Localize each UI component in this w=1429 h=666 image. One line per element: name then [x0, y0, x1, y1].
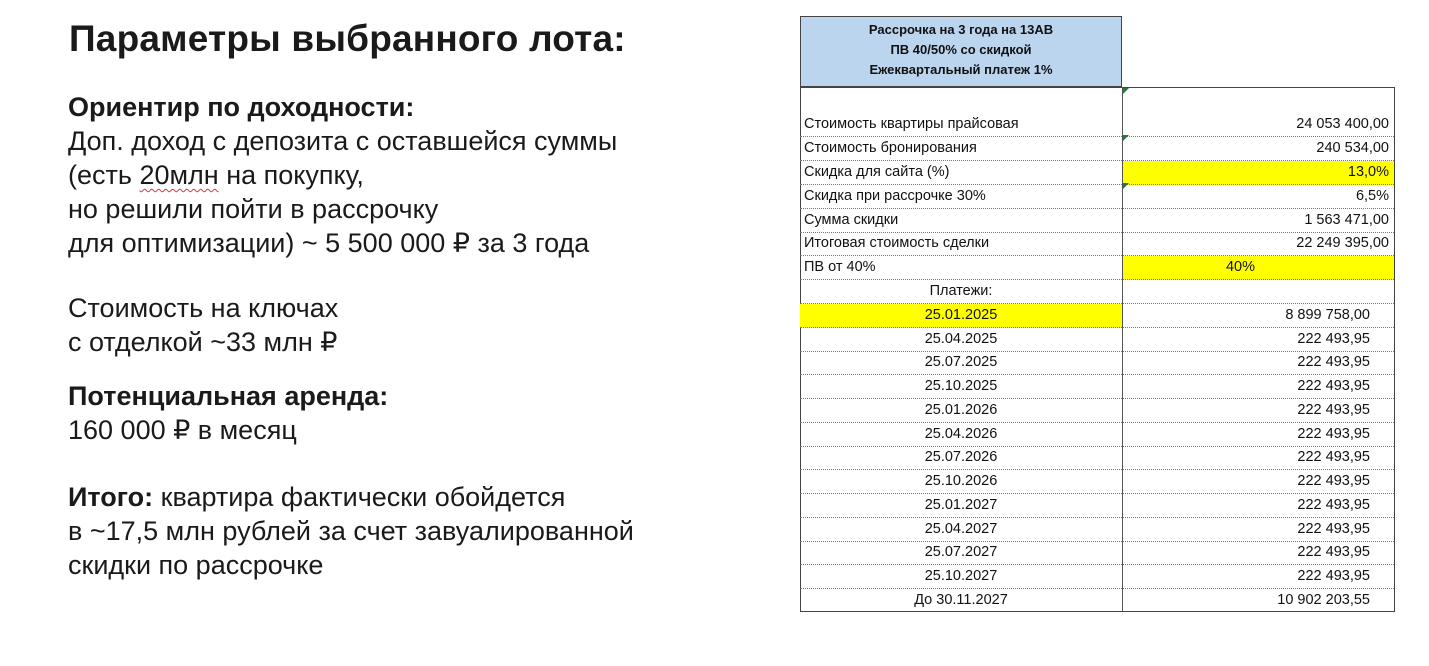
- payment-date: 25.07.2027: [800, 541, 1122, 565]
- table-row: [800, 232, 1395, 256]
- payment-amount: 10 902 203,55: [1277, 592, 1370, 608]
- yield-line-2: [68, 158, 768, 192]
- price-on-keys-section: [68, 291, 768, 359]
- table-row: [800, 470, 1395, 494]
- payment-amount: 222 493,95: [1123, 565, 1394, 589]
- payments-label: Платежи:: [800, 280, 1122, 304]
- payment-date: 25.01.2026: [800, 399, 1122, 423]
- total-line-1-rest: квартира фактически обойдется: [153, 482, 566, 512]
- payment-amount: 222 493,95: [1123, 494, 1394, 518]
- payment-amount: 222 493,95: [1123, 328, 1394, 352]
- cell-comment-marker: [1123, 88, 1129, 94]
- rent-section: [68, 379, 768, 447]
- yield-line-2-prefix: (есть: [68, 160, 140, 190]
- table-row: [800, 185, 1395, 209]
- sheet-header: [800, 16, 1122, 87]
- payment-date: До 30.11.2027: [914, 592, 1008, 608]
- param-value-highlighted: [1123, 256, 1394, 280]
- payment-amount: 222 493,95: [1123, 423, 1394, 447]
- param-label: Итоговая стоимость сделки: [800, 232, 1122, 256]
- table-row: [800, 399, 1395, 423]
- table-row: [800, 518, 1395, 542]
- yield-heading: Ориентир по доходности:: [68, 92, 415, 122]
- payment-date: 25.07.2026: [800, 446, 1122, 470]
- payment-date: 25.01.2027: [800, 494, 1122, 518]
- payment-date: 25.04.2026: [800, 423, 1122, 447]
- param-label: Скидка при рассрочке 30%: [800, 185, 1122, 209]
- cell-comment-marker: [1123, 183, 1129, 189]
- param-value: 24 053 400,00: [1123, 113, 1394, 137]
- payment-date: 25.10.2026: [800, 470, 1122, 494]
- table-row: [800, 113, 1395, 137]
- sheet-header-line-3: Ежеквартальный платеж 1%: [869, 62, 1053, 77]
- total-line-3: скидки по рассрочке: [68, 550, 324, 580]
- payment-date-highlighted: 25.01.2025: [800, 304, 1122, 328]
- spellcheck-marked-word: 20млн: [139, 160, 219, 190]
- table-row: [800, 446, 1395, 470]
- yield-line-1: Доп. доход с депозита с оставшейся суммы: [68, 126, 618, 156]
- yield-line-3: но решили пойти в рассрочку: [68, 194, 439, 224]
- payment-date: 25.07.2025: [800, 351, 1122, 375]
- payment-amount: 222 493,95: [1123, 399, 1394, 423]
- total-line-1: [68, 480, 768, 514]
- empty-cell: [1123, 280, 1394, 304]
- table-row: [800, 137, 1395, 161]
- page-title: Параметры выбранного лота:: [69, 18, 626, 59]
- param-value-highlighted: 13,0%: [1123, 161, 1394, 185]
- param-value: 6,5%: [1123, 185, 1394, 209]
- rent-heading: Потенциальная аренда:: [68, 381, 389, 411]
- yield-line-2-suffix: на покупку,: [218, 160, 364, 190]
- table-row: [800, 161, 1395, 185]
- table-row: [800, 280, 1395, 304]
- param-label: Сумма скидки: [800, 209, 1122, 233]
- param-label: Стоимость квартиры прайсовая: [800, 113, 1122, 137]
- payment-amount: 222 493,95: [1123, 541, 1394, 565]
- total-line-2: в ~17,5 млн рублей за счет завуалированной: [68, 516, 634, 546]
- down-payment-percent: 40%: [1225, 259, 1256, 275]
- param-value: 240 534,00: [1123, 137, 1394, 161]
- total-label: Итого:: [68, 482, 154, 512]
- payment-date: 25.04.2027: [800, 518, 1122, 542]
- table-row: [800, 375, 1395, 399]
- cell-comment-marker: [1123, 135, 1129, 141]
- sheet-header-line-2: ПВ 40/50% со скидкой: [890, 42, 1032, 57]
- payment-amount: 8 899 758,00: [1123, 304, 1394, 328]
- payment-amount: 222 493,95: [1123, 518, 1394, 542]
- table-row: [800, 209, 1395, 233]
- payment-date: 25.10.2027: [800, 565, 1122, 589]
- param-label: ПВ от 40%: [800, 256, 1122, 280]
- table-row: [800, 541, 1395, 565]
- payment-date: 25.10.2025: [800, 375, 1122, 399]
- table-row: [800, 328, 1395, 352]
- param-value: 22 249 395,00: [1123, 232, 1394, 256]
- table-row: [800, 351, 1395, 375]
- table-row: [800, 304, 1395, 328]
- table-row: [800, 423, 1395, 447]
- payment-amount: 222 493,95: [1123, 351, 1394, 375]
- payment-amount: 222 493,95: [1123, 375, 1394, 399]
- payment-amount: 222 493,95: [1123, 446, 1394, 470]
- param-value: 1 563 471,00: [1123, 209, 1394, 233]
- payment-amount: 222 493,95: [1123, 470, 1394, 494]
- price-line-1: Стоимость на ключах: [68, 293, 339, 323]
- table-row: [800, 494, 1395, 518]
- total-section: [68, 480, 768, 582]
- table-row: [800, 256, 1395, 280]
- yield-section: [68, 90, 768, 260]
- price-line-2: с отделкой ~33 млн ₽: [68, 327, 338, 357]
- param-label: Скидка для сайта (%): [800, 161, 1122, 185]
- param-label: Стоимость бронирования: [800, 137, 1122, 161]
- sheet-header-line-1: Рассрочка на 3 года на 13АВ: [868, 22, 1054, 37]
- table-row: [800, 565, 1395, 589]
- yield-line-4: для оптимизации) ~ 5 500 000 ₽ за 3 года: [68, 228, 590, 258]
- payment-date: 25.04.2025: [800, 328, 1122, 352]
- rent-value: 160 000 ₽ в месяц: [68, 415, 297, 445]
- table-row: [800, 589, 1395, 613]
